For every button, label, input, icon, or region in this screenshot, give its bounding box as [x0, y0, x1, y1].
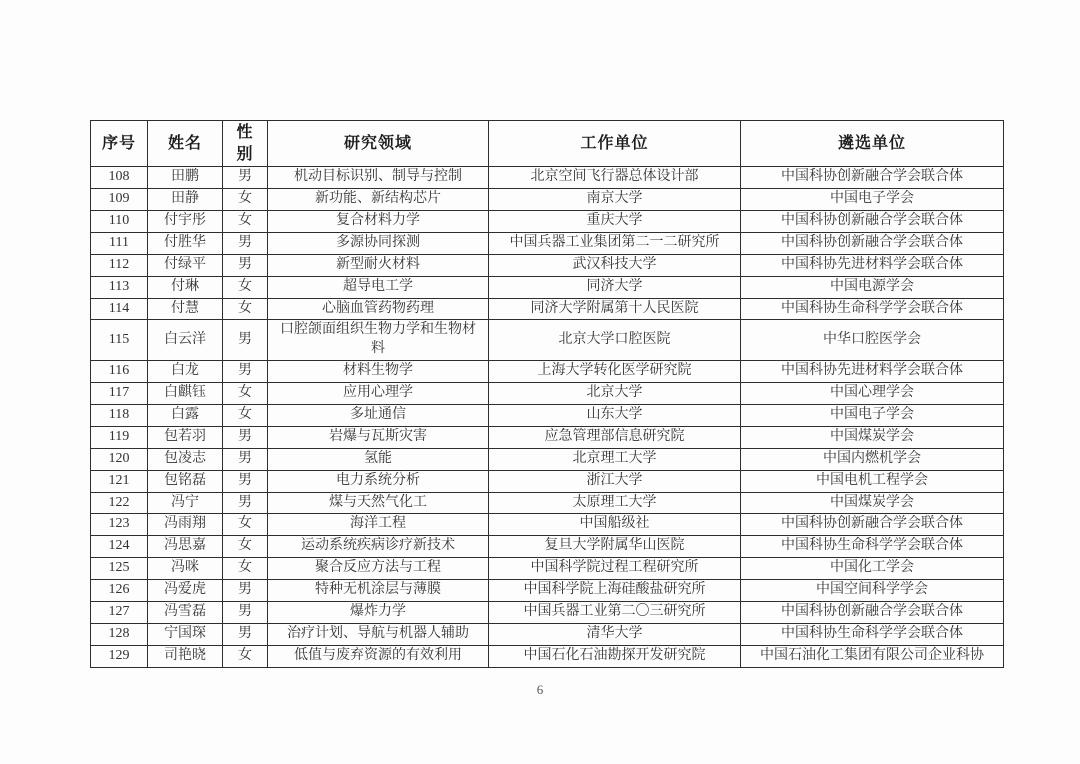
- cell-work-unit: 中国兵器工业第二〇三研究所: [489, 602, 741, 624]
- cell-work-unit: 浙江大学: [489, 470, 741, 492]
- table-row: [91, 254, 1004, 276]
- cell-index: 111: [91, 232, 148, 254]
- cell-gender: 女: [223, 558, 268, 580]
- cell-selection-unit: 中国科协先进材料学会联合体: [741, 254, 1004, 276]
- cell-work-unit: 太原理工大学: [489, 492, 741, 514]
- cell-gender: 女: [223, 514, 268, 536]
- cell-research-field: 岩爆与瓦斯灾害: [268, 426, 489, 448]
- cell-name: 冯宁: [148, 492, 223, 514]
- cell-index: 126: [91, 580, 148, 602]
- table-row: [91, 404, 1004, 426]
- cell-selection-unit: 中国科协创新融合学会联合体: [741, 232, 1004, 254]
- cell-research-field: 应用心理学: [268, 383, 489, 405]
- cell-index: 125: [91, 558, 148, 580]
- cell-index: 115: [91, 320, 148, 361]
- cell-research-field: 爆炸力学: [268, 602, 489, 624]
- cell-research-field: 煤与天然气化工: [268, 492, 489, 514]
- cell-work-unit: 中国科学院过程工程研究所: [489, 558, 741, 580]
- cell-gender: 男: [223, 448, 268, 470]
- cell-gender: 男: [223, 426, 268, 448]
- table-row: [91, 514, 1004, 536]
- table-row: [91, 558, 1004, 580]
- col-header-selection-unit: 遴选单位: [741, 121, 1004, 167]
- cell-gender: 男: [223, 492, 268, 514]
- cell-name: 冯雪磊: [148, 602, 223, 624]
- cell-work-unit: 中国船级社: [489, 514, 741, 536]
- cell-selection-unit: 中国科协创新融合学会联合体: [741, 167, 1004, 189]
- cell-index: 114: [91, 298, 148, 320]
- cell-research-field: 氢能: [268, 448, 489, 470]
- col-header-research-field: 研究领域: [268, 121, 489, 167]
- table-row: [91, 232, 1004, 254]
- col-header-index: 序号: [91, 121, 148, 167]
- cell-gender: 男: [223, 361, 268, 383]
- cell-research-field: 新型耐火材料: [268, 254, 489, 276]
- cell-research-field: 聚合反应方法与工程: [268, 558, 489, 580]
- cell-work-unit: 中国科学院上海硅酸盐研究所: [489, 580, 741, 602]
- cell-selection-unit: 中国煤炭学会: [741, 492, 1004, 514]
- cell-index: 116: [91, 361, 148, 383]
- cell-research-field: 心脑血管药物药理: [268, 298, 489, 320]
- cell-selection-unit: 中国石油化工集团有限公司企业科协: [741, 645, 1004, 667]
- table-row: [91, 580, 1004, 602]
- cell-work-unit: 北京理工大学: [489, 448, 741, 470]
- cell-name: 付绿平: [148, 254, 223, 276]
- cell-name: 包铭磊: [148, 470, 223, 492]
- cell-gender: 女: [223, 210, 268, 232]
- cell-work-unit: 北京大学: [489, 383, 741, 405]
- table-row: [91, 320, 1004, 361]
- cell-name: 冯思嘉: [148, 536, 223, 558]
- cell-name: 白露: [148, 404, 223, 426]
- cell-work-unit: 武汉科技大学: [489, 254, 741, 276]
- cell-index: 121: [91, 470, 148, 492]
- table-row: [91, 645, 1004, 667]
- cell-selection-unit: 中国科协生命科学学会联合体: [741, 536, 1004, 558]
- cell-work-unit: 上海大学转化医学研究院: [489, 361, 741, 383]
- page-number: 6: [536, 682, 544, 697]
- cell-research-field: 低值与废弃资源的有效利用: [268, 645, 489, 667]
- cell-work-unit: 中国石化石油勘探开发研究院: [489, 645, 741, 667]
- cell-gender: 女: [223, 189, 268, 211]
- cell-gender: 男: [223, 602, 268, 624]
- cell-name: 包凌志: [148, 448, 223, 470]
- cell-work-unit: 中国兵器工业集团第二一二研究所: [489, 232, 741, 254]
- table-row: [91, 276, 1004, 298]
- cell-research-field: 治疗计划、导航与机器人辅助: [268, 623, 489, 645]
- cell-name: 司艳晓: [148, 645, 223, 667]
- cell-selection-unit: 中国电子学会: [741, 404, 1004, 426]
- cell-research-field: 机动目标识别、制导与控制: [268, 167, 489, 189]
- table-row: [91, 492, 1004, 514]
- cell-gender: 男: [223, 580, 268, 602]
- cell-work-unit: 应急管理部信息研究院: [489, 426, 741, 448]
- cell-research-field: 复合材料力学: [268, 210, 489, 232]
- table-row: [91, 210, 1004, 232]
- cell-index: 124: [91, 536, 148, 558]
- cell-work-unit: 清华大学: [489, 623, 741, 645]
- cell-selection-unit: 中国空间科学学会: [741, 580, 1004, 602]
- cell-research-field: 材料生物学: [268, 361, 489, 383]
- cell-name: 付慧: [148, 298, 223, 320]
- cell-research-field: 口腔颌面组织生物力学和生物材料: [268, 320, 489, 361]
- cell-selection-unit: 中国科协生命科学学会联合体: [741, 298, 1004, 320]
- cell-name: 付宇彤: [148, 210, 223, 232]
- table-row: [91, 448, 1004, 470]
- cell-name: 冯雨翔: [148, 514, 223, 536]
- cell-name: 包若羽: [148, 426, 223, 448]
- cell-research-field: 电力系统分析: [268, 470, 489, 492]
- cell-research-field: 新功能、新结构芯片: [268, 189, 489, 211]
- cell-selection-unit: 中国煤炭学会: [741, 426, 1004, 448]
- cell-gender: 男: [223, 470, 268, 492]
- table-row: [91, 189, 1004, 211]
- cell-index: 112: [91, 254, 148, 276]
- cell-gender: 男: [223, 167, 268, 189]
- cell-selection-unit: 中国科协创新融合学会联合体: [741, 514, 1004, 536]
- cell-gender: 女: [223, 298, 268, 320]
- cell-name: 白麒钰: [148, 383, 223, 405]
- cell-research-field: 特种无机涂层与薄膜: [268, 580, 489, 602]
- personnel-table: [90, 120, 1004, 668]
- cell-research-field: 多源协同探测: [268, 232, 489, 254]
- col-header-work-unit: 工作单位: [489, 121, 741, 167]
- table-header-row: [91, 121, 1004, 167]
- cell-name: 冯咪: [148, 558, 223, 580]
- cell-work-unit: 复旦大学附属华山医院: [489, 536, 741, 558]
- cell-name: 白龙: [148, 361, 223, 383]
- cell-index: 110: [91, 210, 148, 232]
- table-row: [91, 426, 1004, 448]
- table-row: [91, 623, 1004, 645]
- cell-index: 108: [91, 167, 148, 189]
- cell-work-unit: 同济大学附属第十人民医院: [489, 298, 741, 320]
- cell-index: 119: [91, 426, 148, 448]
- cell-gender: 男: [223, 254, 268, 276]
- cell-gender: 女: [223, 404, 268, 426]
- table-row: [91, 470, 1004, 492]
- cell-name: 付胜华: [148, 232, 223, 254]
- cell-selection-unit: 中国电机工程学会: [741, 470, 1004, 492]
- cell-selection-unit: 中国科协先进材料学会联合体: [741, 361, 1004, 383]
- cell-name: 白云洋: [148, 320, 223, 361]
- cell-research-field: 运动系统疾病诊疗新技术: [268, 536, 489, 558]
- cell-selection-unit: 中国科协生命科学学会联合体: [741, 623, 1004, 645]
- table-row: [91, 536, 1004, 558]
- col-header-gender: 性别: [223, 121, 268, 167]
- cell-index: 123: [91, 514, 148, 536]
- col-header-name: 姓名: [148, 121, 223, 167]
- cell-gender: 男: [223, 320, 268, 361]
- cell-name: 田鹏: [148, 167, 223, 189]
- cell-work-unit: 同济大学: [489, 276, 741, 298]
- cell-index: 129: [91, 645, 148, 667]
- cell-research-field: 海洋工程: [268, 514, 489, 536]
- cell-index: 113: [91, 276, 148, 298]
- cell-selection-unit: 中国电源学会: [741, 276, 1004, 298]
- cell-name: 付琳: [148, 276, 223, 298]
- table-row: [91, 361, 1004, 383]
- table-row: [91, 298, 1004, 320]
- cell-selection-unit: 中国心理学会: [741, 383, 1004, 405]
- cell-gender: 女: [223, 645, 268, 667]
- cell-selection-unit: 中国化工学会: [741, 558, 1004, 580]
- cell-selection-unit: 中国科协创新融合学会联合体: [741, 210, 1004, 232]
- cell-work-unit: 山东大学: [489, 404, 741, 426]
- cell-research-field: 多址通信: [268, 404, 489, 426]
- cell-research-field: 超导电工学: [268, 276, 489, 298]
- cell-index: 118: [91, 404, 148, 426]
- cell-index: 109: [91, 189, 148, 211]
- cell-work-unit: 重庆大学: [489, 210, 741, 232]
- cell-selection-unit: 中华口腔医学会: [741, 320, 1004, 361]
- cell-work-unit: 北京空间飞行器总体设计部: [489, 167, 741, 189]
- cell-gender: 女: [223, 536, 268, 558]
- cell-name: 冯爱虎: [148, 580, 223, 602]
- cell-name: 田静: [148, 189, 223, 211]
- cell-name: 宁国琛: [148, 623, 223, 645]
- cell-index: 117: [91, 383, 148, 405]
- table-row: [91, 383, 1004, 405]
- cell-gender: 男: [223, 232, 268, 254]
- cell-index: 120: [91, 448, 148, 470]
- table-row: [91, 602, 1004, 624]
- cell-work-unit: 南京大学: [489, 189, 741, 211]
- cell-selection-unit: 中国电子学会: [741, 189, 1004, 211]
- cell-index: 128: [91, 623, 148, 645]
- table-row: [91, 167, 1004, 189]
- cell-index: 127: [91, 602, 148, 624]
- cell-selection-unit: 中国内燃机学会: [741, 448, 1004, 470]
- cell-gender: 女: [223, 276, 268, 298]
- cell-gender: 女: [223, 383, 268, 405]
- cell-work-unit: 北京大学口腔医院: [489, 320, 741, 361]
- cell-selection-unit: 中国科协创新融合学会联合体: [741, 602, 1004, 624]
- cell-gender: 男: [223, 623, 268, 645]
- cell-index: 122: [91, 492, 148, 514]
